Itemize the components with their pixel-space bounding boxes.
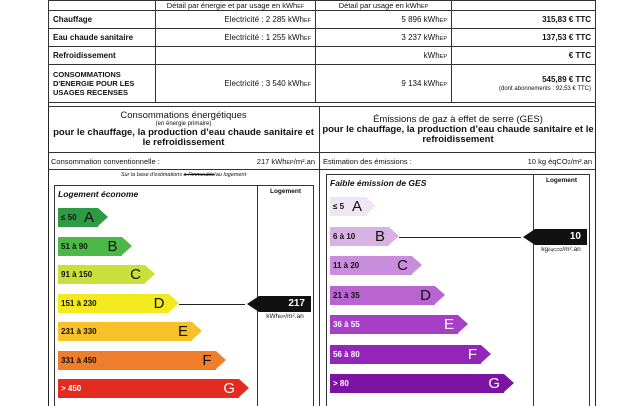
subscription-note: (dont abonnements : 92,53 € TTC) (499, 86, 591, 92)
header-cost-empty (452, 1, 596, 11)
row-primary: 3 237 kWhEP (316, 29, 452, 47)
logement-value-pointer: 217 (259, 296, 311, 312)
header-empty-cell (49, 1, 156, 11)
class-letter: E (177, 323, 188, 340)
class-letter: E (443, 316, 454, 333)
class-letter: F (202, 351, 212, 369)
class-bar-a (58, 208, 98, 227)
table-header-row (49, 1, 596, 11)
class-letter: D (153, 294, 165, 312)
class-range: > 80 (333, 379, 349, 388)
energy-logement-column: Logement (257, 186, 313, 406)
class-bar-g (58, 379, 239, 398)
class-bar-d (58, 294, 169, 313)
total-primary: 9 134 kWhEP (316, 65, 452, 103)
ges-measure-value: 10 kg éqCO2/m².an (527, 156, 592, 166)
class-range: 6 à 10 (333, 231, 356, 241)
row-energy: Electricité : 1 255 kWhEF (156, 29, 316, 47)
row-cost: 315,83 € TTC (452, 11, 596, 29)
class-range: ≤ 5 (333, 202, 345, 211)
row-cost: € TTC (452, 47, 596, 65)
class-letter: D (420, 286, 431, 304)
energy-cost-table (48, 0, 596, 103)
table-row (49, 11, 596, 29)
row-primary: 5 896 kWhEP (316, 11, 452, 29)
energy-panel (48, 106, 320, 406)
class-range: > 450 (61, 384, 82, 393)
energy-measure-value: 217 kWhEP/m².an (256, 156, 315, 166)
class-range: 91 à 150 (61, 270, 93, 279)
row-energy: Electricité : 2 285 kWhEF (156, 11, 316, 29)
class-bar-f (330, 345, 481, 364)
class-range: 36 à 55 (333, 320, 360, 329)
class-range: 231 à 330 (61, 327, 97, 336)
logement-value-pointer: 10 (535, 229, 587, 245)
class-letter: B (374, 227, 385, 245)
energy-title-detail: pour le chauffage, la production d’eau chaude sanitaire et le refroidissement (53, 127, 314, 148)
row-label: Chauffage (49, 11, 156, 29)
class-bar-g (330, 374, 504, 393)
ges-title-detail: pour le chauffage, la production d’eau chaude sanitaire et le refroidissement (322, 124, 594, 145)
ges-logement-column: Logement (533, 175, 589, 406)
row-cost: 137,53 € TTC (452, 29, 596, 47)
row-label: Eau chaude sanitaire (49, 29, 156, 47)
class-bar-c (330, 256, 412, 275)
class-letter: B (107, 237, 118, 255)
class-letter: G (223, 380, 235, 397)
energy-scale-head: Logement économe (58, 189, 139, 199)
ges-panel-title (320, 107, 596, 153)
class-bar-d (330, 286, 435, 305)
ges-measure-row (320, 153, 596, 170)
ges-scale (326, 174, 590, 406)
total-cost: 545,89 € TTC (dont abonnements : 92,53 € TTC) (452, 65, 596, 103)
class-bar-b (58, 237, 122, 256)
row-primary: kWhEP (316, 47, 452, 65)
class-range: 56 à 80 (333, 349, 360, 359)
energy-scale (54, 185, 314, 406)
class-letter: C (130, 266, 141, 283)
ges-scale-head: Faible émission de GES (330, 178, 427, 188)
table-total-row (49, 65, 596, 103)
class-marker-line (399, 237, 521, 238)
total-label: CONSOMMATIONS D'ENERGIE POUR LES USAGES RECENSES (49, 65, 156, 103)
energy-measure-label: Consommation conventionnelle : (51, 156, 160, 166)
class-letter: G (488, 375, 500, 392)
class-marker-line (179, 304, 246, 305)
energy-subtitle: (en énergie primaire) (155, 121, 212, 127)
class-range: 151 à 230 (61, 298, 97, 308)
class-range: 331 à 450 (61, 355, 97, 365)
header-usage: Détail par usage en kWhEP (316, 1, 452, 11)
logement-value-unit: kgéqCO2/m².an (541, 245, 581, 253)
class-bar-c (58, 265, 145, 284)
ges-measure-label: Estimation des émissions : (323, 156, 412, 166)
row-label: Refroidissement (49, 47, 156, 65)
class-bar-e (330, 315, 458, 334)
class-bar-f (58, 351, 216, 370)
class-letter: A (83, 209, 94, 226)
class-letter: A (351, 198, 362, 215)
class-range: 21 à 35 (333, 290, 360, 300)
class-letter: F (467, 345, 477, 363)
energy-measure-row (48, 153, 319, 170)
class-bar-a (330, 197, 366, 216)
class-range: ≤ 50 (61, 213, 77, 222)
estimation-basis: Sur la base d'estimations à l'immeuble/au logement (120, 172, 247, 178)
total-energy: Electricité : 3 540 kWhEF (156, 65, 316, 103)
energy-title: Consommations énergétiques (120, 110, 247, 121)
class-bar-e (58, 322, 192, 341)
class-range: 51 à 90 (61, 241, 88, 251)
class-range: 11 à 20 (333, 261, 360, 270)
logement-value-unit: kWhEP/m².an (266, 312, 304, 320)
table-row (49, 29, 596, 47)
ges-panel (320, 106, 596, 406)
ges-title: Émissions de gaz à effet de serre (GES) (373, 114, 543, 125)
row-energy (156, 47, 316, 65)
class-bar-b (330, 227, 389, 246)
energy-panel-title (48, 107, 319, 153)
header-energy: Détail par énergie et par usage en kWhEF (156, 1, 316, 11)
class-letter: C (397, 257, 408, 274)
table-row (49, 47, 596, 65)
